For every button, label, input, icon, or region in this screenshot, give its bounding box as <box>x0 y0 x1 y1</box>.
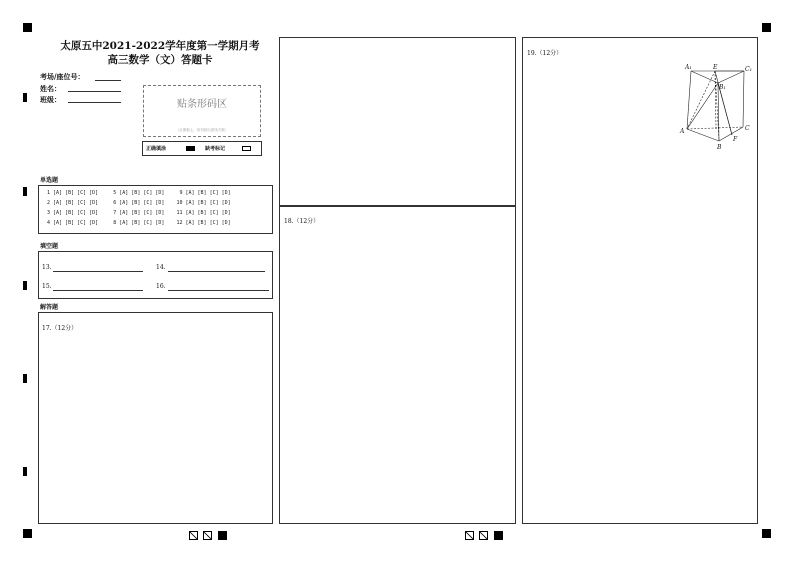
side-mark <box>23 93 27 102</box>
label-c: C <box>745 125 750 132</box>
q17-answer-box[interactable] <box>38 312 273 524</box>
side-mark <box>23 374 27 383</box>
mc-row[interactable]: 2 [A] [B] [C] [D] 6 [A] [B] [C] [D] 10 [A] [B] [C] [D] <box>44 200 231 206</box>
page-mark-filled <box>494 531 503 540</box>
label-b: B <box>717 144 722 151</box>
q13-answer-line[interactable] <box>53 271 143 272</box>
exam-seat-field[interactable] <box>95 80 121 81</box>
class-label: 班级： <box>40 95 61 104</box>
page-mark-empty <box>189 531 198 540</box>
q13-label: 13. <box>42 264 52 271</box>
label-f: F <box>733 136 738 143</box>
mc-row[interactable]: 3 [A] [B] [C] [D] 7 [A] [B] [C] [D] 11 [A] [B] [C] [D] <box>44 210 231 216</box>
single-choice-box <box>38 185 273 234</box>
barcode-title: 贴条形码区 <box>177 99 227 110</box>
single-choice-label: 单选题 <box>40 177 59 184</box>
page-mark-empty <box>479 531 488 540</box>
barcode-area <box>143 85 261 137</box>
mc-row[interactable]: 4 [A] [B] [C] [D] 8 [A] [B] [C] [D] 12 [A] [B] [C] [D] <box>44 220 231 226</box>
name-field[interactable] <box>68 91 121 92</box>
q17-label: 17.（12分） <box>42 325 78 332</box>
q19-label: 19.（12分） <box>527 50 563 57</box>
mc-row[interactable]: 1 [A] [B] [C] [D] 5 [A] [B] [C] [D] 9 [A] [B] [C] [D] <box>44 190 231 196</box>
page-title: 太原五中2021-2022学年度第一学期月考 <box>60 40 260 52</box>
side-mark <box>23 281 27 290</box>
absent-mark-label: 缺考标记 <box>205 146 226 152</box>
fill-blank-box <box>38 251 273 299</box>
registration-mark-bottom-right <box>762 529 771 538</box>
q14-answer-line[interactable] <box>168 271 265 272</box>
q16-answer-line[interactable] <box>168 290 269 291</box>
page-mark-empty <box>203 531 212 540</box>
solution-label: 解答题 <box>40 304 59 311</box>
prism-figure <box>679 62 757 152</box>
q18-answer-box[interactable] <box>279 206 516 524</box>
side-mark <box>23 187 27 196</box>
registration-mark-bottom-left <box>23 529 32 538</box>
label-a: A <box>680 128 685 135</box>
absent-mark-box[interactable] <box>242 146 251 151</box>
registration-mark-top-left <box>23 23 32 32</box>
exam-seat-label: 考场/座位号： <box>40 72 85 81</box>
q15-answer-line[interactable] <box>53 290 143 291</box>
registration-mark-top-right <box>762 23 771 32</box>
q17-continuation-box[interactable] <box>279 37 516 206</box>
label-c1: C₁ <box>745 66 752 73</box>
q16-label: 16. <box>156 283 166 290</box>
class-field[interactable] <box>68 102 121 103</box>
page-mark-empty <box>465 531 474 540</box>
correct-fill-sample <box>186 146 195 151</box>
q19-answer-box[interactable] <box>522 37 758 524</box>
q14-label: 14. <box>156 264 166 271</box>
fill-blank-label: 填空题 <box>40 243 59 250</box>
label-e: E <box>713 64 718 71</box>
fill-legend <box>142 141 262 156</box>
name-label: 姓名： <box>40 84 61 93</box>
correct-fill-label: 正确填涂 <box>146 146 167 152</box>
barcode-note: （正面朝上，切勿贴出虚线方框） <box>175 128 229 132</box>
page-subtitle: 高三数学（文）答题卡 <box>107 54 213 66</box>
q15-label: 15. <box>42 283 52 290</box>
page-mark-filled <box>218 531 227 540</box>
q18-label: 18.（12分） <box>284 218 320 225</box>
label-a1: A₁ <box>685 64 692 71</box>
label-b1: B₁ <box>719 84 726 91</box>
side-mark <box>23 467 27 476</box>
